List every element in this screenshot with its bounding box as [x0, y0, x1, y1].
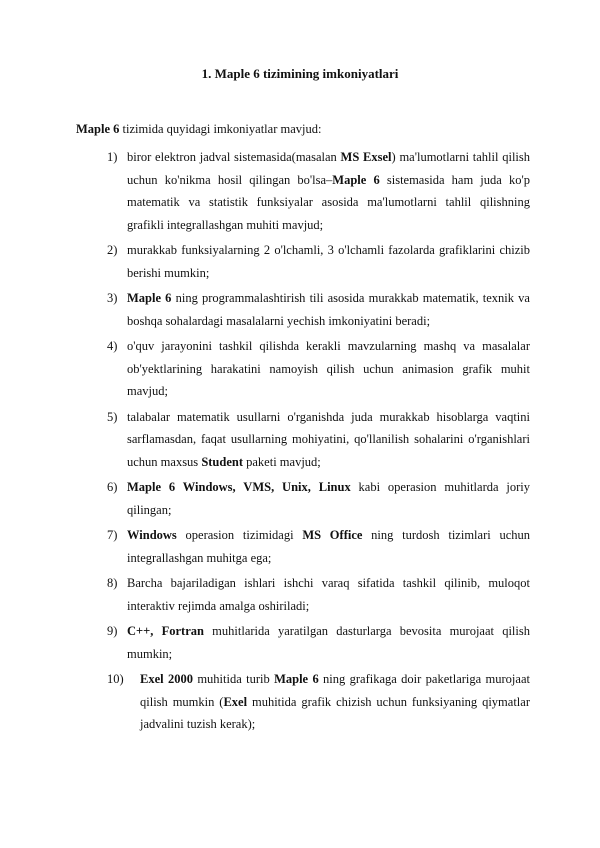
list-item-text	[127, 620, 530, 665]
list-item	[107, 335, 530, 403]
list-item-number: 1)	[107, 150, 118, 164]
bold-term: Exel 2000	[140, 672, 193, 686]
section-title: 1. Maple 6 tizimining imkoniyatlari	[201, 66, 399, 81]
list-item	[107, 476, 530, 521]
bold-term: Maple 6	[332, 172, 380, 187]
list-item	[107, 406, 530, 474]
text-run: o'quv jarayonini tashkil qilishda kerakli mavzularning mashq va masalalar ob'yektlarining harakatini namoyish qilish uchun animasion grafik muhit mavjud;	[127, 339, 530, 398]
text-run: ) ma'lumotlarni tahlil qilish uchun ko'nikma hosil qilingan bo'lsa–	[127, 150, 531, 187]
list-item	[107, 572, 530, 617]
list-item-text	[127, 524, 530, 569]
list-item-text	[127, 476, 530, 521]
list-item	[107, 146, 530, 236]
list-item-number: 7)	[107, 528, 118, 542]
list-item-text	[127, 335, 530, 403]
list-item-text	[127, 406, 530, 474]
text-run: Barcha bajariladigan ishlari ishchi varaq sifatida tashkil qilinib, muloqot interaktiv rejimda amalga oshiriladi;	[127, 576, 530, 613]
list-item-number: 9)	[107, 624, 118, 638]
list-item	[107, 287, 530, 332]
list-item-number: 2)	[107, 243, 118, 257]
text-run: operasion tizimidagi	[176, 528, 303, 542]
list-item	[107, 524, 530, 569]
list-item	[107, 620, 530, 665]
bold-term: MS Office	[302, 528, 363, 542]
text-run: ning programmalashtirish tili asosida murakkab matematik, texnik va boshqa sohalardagi masalalarni yechish imkoniyatini beradi;	[127, 291, 530, 328]
bold-term: Exel	[223, 694, 248, 709]
bold-term: Student	[201, 454, 243, 469]
capabilities-list	[107, 146, 530, 739]
text-run: kabi operasion muhitlarda joriy qilingan;	[127, 480, 530, 517]
text-run: ning grafikaga doir paketlariga murojaat qilish mumkin (	[140, 672, 530, 709]
text-run: ning turdosh tizimlari uchun integrallashgan muhitga ega;	[127, 528, 530, 565]
list-item-number: 4)	[107, 339, 118, 353]
bold-term: Maple 6	[127, 291, 172, 305]
list-item-number: 3)	[107, 291, 118, 305]
list-item-number: 10)	[107, 672, 124, 686]
list-item-text	[140, 668, 530, 736]
text-run: paketi mavjud;	[243, 454, 321, 469]
text-run: muhitida grafik chizish uchun funksiyaning qiymatlar jadvalini tuzish kerak);	[140, 694, 530, 731]
list-item	[107, 239, 530, 284]
list-item-number: 6)	[107, 480, 118, 494]
text-run: murakkab funksiyalarning 2 o'lchamli, 3 o'lchamli fazolarda grafiklarini chizib berishi mumkin;	[127, 243, 530, 280]
list-item-number: 5)	[107, 409, 118, 424]
intro-paragraph	[76, 122, 321, 137]
text-run: muhitlarida yaratilgan dasturlarga bevosita murojaat qilish mumkin;	[127, 624, 530, 661]
list-item-text	[127, 572, 530, 617]
bold-term: C++, Fortran	[127, 624, 204, 638]
intro-bold: Maple 6	[76, 122, 120, 136]
text-run: muhitida turib	[192, 672, 275, 686]
list-item-number: 8)	[107, 576, 118, 590]
list-item	[107, 668, 530, 736]
list-item-text	[127, 239, 530, 284]
text-run: biror elektron jadval sistemasida(masalan	[127, 150, 341, 164]
list-item-text	[127, 146, 530, 236]
text-run: sistemasida ham juda ko'p matematik va statistik funksiyalar asosida ma'lumotlarni tahlil qilishning grafikli integrallashgan muhiti mavjud;	[127, 172, 530, 232]
bold-term: MS Exsel	[340, 150, 392, 164]
list-item-text	[127, 287, 530, 332]
intro-text: tizimida quyidagi imkoniyatlar mavjud:	[119, 122, 322, 136]
bold-term: Maple 6 Windows, VMS, Unix, Linux	[127, 480, 351, 494]
text-run: talabalar matematik usullarni o'rganishda juda murakkab hisoblarga vaqtini sarflamasdan, faqat usullarning mohiyatini, qo'llanilish sohalarini o'rganishlari uchun maxsus	[127, 409, 530, 469]
bold-term: Maple 6	[274, 672, 319, 686]
bold-term: Windows	[127, 528, 177, 542]
